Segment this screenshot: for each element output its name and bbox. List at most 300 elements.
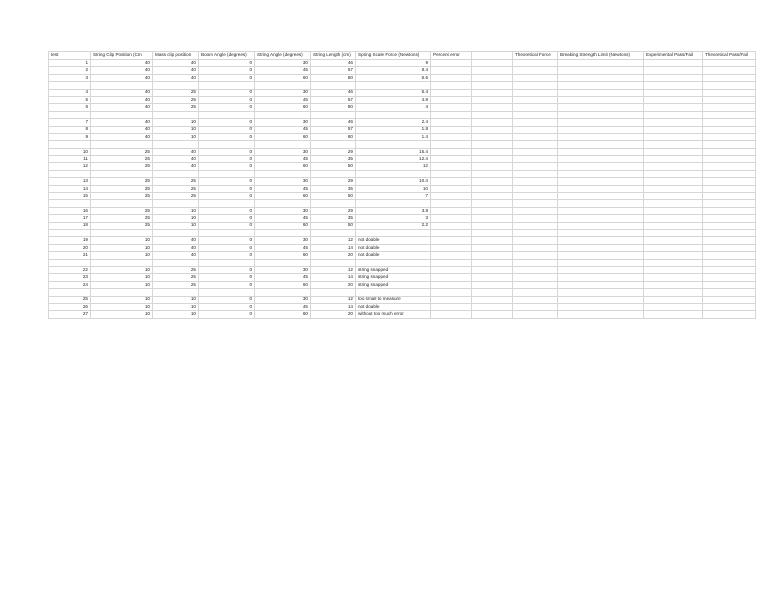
table-cell[interactable]: 25 [91, 215, 153, 222]
table-cell[interactable]: 0 [199, 156, 255, 163]
table-cell[interactable] [472, 222, 513, 229]
column-header[interactable]: Theoretical Pass/Fail [703, 52, 756, 60]
table-cell[interactable] [91, 82, 153, 89]
table-cell[interactable] [311, 141, 356, 148]
table-cell[interactable] [49, 229, 91, 236]
table-cell[interactable] [199, 289, 255, 296]
table-cell[interactable]: 60 [255, 104, 311, 111]
table-cell[interactable]: 25 [153, 193, 199, 200]
table-cell[interactable] [431, 89, 472, 96]
table-cell[interactable]: 14 [311, 303, 356, 310]
column-header[interactable]: Experimental Pass/Fail [644, 52, 703, 60]
table-cell[interactable]: 10 [91, 252, 153, 259]
table-cell[interactable] [644, 215, 703, 222]
table-cell[interactable] [558, 111, 644, 118]
table-cell[interactable]: 35 [311, 215, 356, 222]
table-cell[interactable] [431, 119, 472, 126]
table-cell[interactable] [472, 303, 513, 310]
table-cell[interactable] [49, 259, 91, 266]
column-header[interactable]: Spring Scale Force (Newtons) [356, 52, 431, 60]
table-cell[interactable]: 25 [91, 156, 153, 163]
table-cell[interactable] [91, 229, 153, 236]
table-cell[interactable] [356, 229, 431, 236]
table-cell[interactable] [558, 200, 644, 207]
table-cell[interactable]: 18 [49, 222, 91, 229]
table-cell[interactable] [703, 104, 756, 111]
table-cell[interactable]: 25 [91, 148, 153, 155]
table-cell[interactable]: 0 [199, 215, 255, 222]
table-cell[interactable] [703, 178, 756, 185]
table-cell[interactable] [644, 266, 703, 273]
table-cell[interactable] [703, 266, 756, 273]
table-cell[interactable] [199, 200, 255, 207]
table-cell[interactable]: 12.4 [356, 156, 431, 163]
table-cell[interactable] [91, 289, 153, 296]
table-cell[interactable] [91, 200, 153, 207]
table-cell[interactable] [644, 133, 703, 140]
table-cell[interactable]: 45 [255, 96, 311, 103]
table-cell[interactable] [472, 229, 513, 236]
table-cell[interactable] [644, 163, 703, 170]
table-cell[interactable]: 10 [91, 296, 153, 303]
table-cell[interactable]: 1 [49, 60, 91, 67]
table-cell[interactable] [431, 141, 472, 148]
table-cell[interactable]: 0 [199, 303, 255, 310]
table-cell[interactable] [644, 126, 703, 133]
table-cell[interactable]: 15.4 [356, 148, 431, 155]
table-cell[interactable]: 60 [255, 281, 311, 288]
table-cell[interactable]: 40 [153, 244, 199, 251]
table-cell[interactable]: 10 [91, 311, 153, 318]
table-cell[interactable] [431, 207, 472, 214]
table-cell[interactable]: 25 [153, 104, 199, 111]
table-cell[interactable]: 10 [356, 185, 431, 192]
table-cell[interactable] [472, 126, 513, 133]
table-cell[interactable] [91, 141, 153, 148]
table-cell[interactable] [558, 96, 644, 103]
table-cell[interactable] [644, 207, 703, 214]
table-cell[interactable]: 0 [199, 119, 255, 126]
table-cell[interactable]: string snapped [356, 274, 431, 281]
table-cell[interactable]: 50 [311, 163, 356, 170]
table-cell[interactable] [431, 67, 472, 74]
table-cell[interactable] [255, 200, 311, 207]
table-cell[interactable] [431, 82, 472, 89]
table-cell[interactable] [311, 259, 356, 266]
table-cell[interactable]: 50 [311, 222, 356, 229]
table-cell[interactable] [558, 163, 644, 170]
table-cell[interactable] [49, 170, 91, 177]
table-cell[interactable] [644, 200, 703, 207]
table-cell[interactable]: 35 [311, 185, 356, 192]
table-cell[interactable] [472, 156, 513, 163]
table-cell[interactable] [644, 156, 703, 163]
table-cell[interactable] [558, 170, 644, 177]
table-cell[interactable]: 25 [91, 193, 153, 200]
table-cell[interactable] [472, 170, 513, 177]
table-cell[interactable] [153, 259, 199, 266]
table-cell[interactable]: 40 [91, 60, 153, 67]
table-cell[interactable]: 45 [255, 67, 311, 74]
table-cell[interactable] [703, 200, 756, 207]
table-cell[interactable] [49, 141, 91, 148]
table-cell[interactable] [356, 82, 431, 89]
table-cell[interactable] [431, 215, 472, 222]
table-cell[interactable]: 10 [91, 266, 153, 273]
table-cell[interactable]: 40 [153, 237, 199, 244]
table-cell[interactable] [513, 200, 558, 207]
column-header[interactable]: Theoretical Force [513, 52, 558, 60]
table-cell[interactable]: 6.6 [356, 74, 431, 81]
table-cell[interactable] [703, 126, 756, 133]
table-cell[interactable]: 29 [311, 178, 356, 185]
table-cell[interactable] [431, 111, 472, 118]
table-cell[interactable] [513, 274, 558, 281]
table-cell[interactable]: 40 [91, 74, 153, 81]
table-cell[interactable]: 0 [199, 74, 255, 81]
table-cell[interactable] [431, 303, 472, 310]
table-cell[interactable] [91, 170, 153, 177]
table-cell[interactable] [644, 252, 703, 259]
table-cell[interactable]: 30 [255, 178, 311, 185]
table-cell[interactable] [513, 207, 558, 214]
table-cell[interactable]: 10 [153, 296, 199, 303]
table-cell[interactable] [513, 74, 558, 81]
table-cell[interactable]: 0 [199, 237, 255, 244]
table-cell[interactable] [431, 170, 472, 177]
table-cell[interactable] [513, 193, 558, 200]
table-cell[interactable] [644, 67, 703, 74]
table-cell[interactable] [644, 311, 703, 318]
table-cell[interactable] [153, 170, 199, 177]
table-cell[interactable] [91, 111, 153, 118]
table-cell[interactable] [644, 237, 703, 244]
table-cell[interactable]: 8.4 [356, 67, 431, 74]
table-cell[interactable] [644, 178, 703, 185]
table-cell[interactable] [472, 163, 513, 170]
table-cell[interactable] [513, 89, 558, 96]
table-cell[interactable] [472, 89, 513, 96]
table-cell[interactable] [199, 259, 255, 266]
table-cell[interactable]: 57 [311, 67, 356, 74]
table-cell[interactable] [644, 303, 703, 310]
table-cell[interactable]: 10 [91, 281, 153, 288]
table-cell[interactable]: 0 [199, 104, 255, 111]
table-cell[interactable] [431, 60, 472, 67]
table-cell[interactable] [703, 141, 756, 148]
table-cell[interactable]: 0 [199, 89, 255, 96]
table-cell[interactable] [513, 119, 558, 126]
table-cell[interactable] [644, 141, 703, 148]
table-cell[interactable] [558, 311, 644, 318]
table-cell[interactable] [703, 82, 756, 89]
table-cell[interactable]: 40 [91, 104, 153, 111]
table-cell[interactable] [513, 296, 558, 303]
column-header[interactable]: Boom Angle (degrees) [199, 52, 255, 60]
table-cell[interactable] [472, 185, 513, 192]
table-cell[interactable] [513, 126, 558, 133]
table-cell[interactable] [513, 104, 558, 111]
table-cell[interactable] [513, 281, 558, 288]
table-cell[interactable] [703, 296, 756, 303]
table-cell[interactable]: 30 [255, 60, 311, 67]
table-cell[interactable]: 40 [153, 252, 199, 259]
table-cell[interactable]: 10 [153, 222, 199, 229]
table-cell[interactable] [644, 259, 703, 266]
table-cell[interactable] [558, 252, 644, 259]
table-cell[interactable] [431, 274, 472, 281]
table-cell[interactable]: 10 [153, 207, 199, 214]
table-cell[interactable] [431, 74, 472, 81]
table-cell[interactable] [472, 74, 513, 81]
table-cell[interactable] [431, 252, 472, 259]
table-cell[interactable]: 6 [49, 104, 91, 111]
table-cell[interactable]: 10 [153, 133, 199, 140]
table-cell[interactable] [431, 163, 472, 170]
table-cell[interactable] [472, 96, 513, 103]
table-cell[interactable] [431, 229, 472, 236]
table-cell[interactable] [431, 200, 472, 207]
table-cell[interactable]: 3.8 [356, 207, 431, 214]
table-cell[interactable]: 30 [255, 89, 311, 96]
table-cell[interactable]: 30 [255, 207, 311, 214]
table-cell[interactable] [199, 141, 255, 148]
column-header[interactable]: String Angle (degrees) [255, 52, 311, 60]
table-cell[interactable] [199, 111, 255, 118]
table-cell[interactable]: 29 [311, 207, 356, 214]
table-cell[interactable] [431, 281, 472, 288]
table-cell[interactable]: 2 [49, 67, 91, 74]
table-cell[interactable] [49, 111, 91, 118]
table-cell[interactable] [49, 289, 91, 296]
table-cell[interactable]: 60 [255, 133, 311, 140]
table-cell[interactable] [558, 266, 644, 273]
table-cell[interactable]: 6.4 [356, 89, 431, 96]
table-cell[interactable]: 10 [49, 148, 91, 155]
table-cell[interactable] [513, 252, 558, 259]
table-cell[interactable] [703, 207, 756, 214]
table-cell[interactable] [356, 200, 431, 207]
table-cell[interactable]: 30 [255, 237, 311, 244]
table-cell[interactable]: 35 [311, 156, 356, 163]
table-cell[interactable] [558, 141, 644, 148]
column-header[interactable]: Breaking Strength Limit (Newtons) [558, 52, 644, 60]
table-cell[interactable]: 10 [91, 303, 153, 310]
table-cell[interactable] [255, 289, 311, 296]
table-cell[interactable] [431, 96, 472, 103]
table-cell[interactable] [558, 222, 644, 229]
table-cell[interactable] [703, 119, 756, 126]
table-cell[interactable] [558, 148, 644, 155]
table-cell[interactable]: 21 [49, 252, 91, 259]
table-cell[interactable]: 20 [311, 281, 356, 288]
table-cell[interactable]: 3 [356, 215, 431, 222]
table-cell[interactable]: 45 [255, 215, 311, 222]
table-cell[interactable] [513, 96, 558, 103]
column-header[interactable] [472, 52, 513, 60]
table-cell[interactable]: 80 [311, 133, 356, 140]
table-cell[interactable] [472, 311, 513, 318]
table-cell[interactable] [153, 229, 199, 236]
table-cell[interactable]: 40 [153, 156, 199, 163]
table-cell[interactable]: 26 [49, 303, 91, 310]
table-cell[interactable] [153, 289, 199, 296]
column-header[interactable]: Mass clip position [153, 52, 199, 60]
table-cell[interactable] [431, 126, 472, 133]
table-cell[interactable] [703, 289, 756, 296]
table-cell[interactable]: 0 [199, 281, 255, 288]
table-cell[interactable]: 20 [311, 311, 356, 318]
table-cell[interactable]: 22 [49, 266, 91, 273]
table-cell[interactable]: 12 [311, 237, 356, 244]
table-cell[interactable] [472, 141, 513, 148]
table-cell[interactable]: 12 [49, 163, 91, 170]
table-cell[interactable]: 25 [153, 185, 199, 192]
table-cell[interactable]: 0 [199, 252, 255, 259]
table-cell[interactable] [513, 156, 558, 163]
table-cell[interactable]: 25 [91, 207, 153, 214]
table-cell[interactable] [703, 89, 756, 96]
table-cell[interactable]: 45 [255, 126, 311, 133]
table-cell[interactable]: 15 [49, 193, 91, 200]
table-cell[interactable]: 60 [255, 193, 311, 200]
table-cell[interactable] [558, 133, 644, 140]
table-cell[interactable] [644, 274, 703, 281]
table-cell[interactable] [472, 237, 513, 244]
table-cell[interactable] [644, 89, 703, 96]
table-cell[interactable]: 10 [91, 237, 153, 244]
table-cell[interactable]: 9 [49, 133, 91, 140]
table-cell[interactable]: 16 [49, 207, 91, 214]
table-cell[interactable] [644, 185, 703, 192]
table-cell[interactable] [644, 111, 703, 118]
table-cell[interactable] [472, 119, 513, 126]
table-cell[interactable]: 25 [91, 163, 153, 170]
table-cell[interactable] [513, 289, 558, 296]
table-cell[interactable]: 1.4 [356, 133, 431, 140]
table-cell[interactable]: 50 [311, 193, 356, 200]
table-cell[interactable] [703, 163, 756, 170]
table-cell[interactable]: 46 [311, 60, 356, 67]
table-cell[interactable]: 1.8 [356, 126, 431, 133]
table-cell[interactable]: 0 [199, 133, 255, 140]
table-cell[interactable]: 12 [356, 163, 431, 170]
table-cell[interactable] [558, 274, 644, 281]
table-cell[interactable] [472, 296, 513, 303]
table-cell[interactable] [513, 266, 558, 273]
table-cell[interactable] [513, 170, 558, 177]
table-cell[interactable] [703, 244, 756, 251]
table-cell[interactable] [703, 60, 756, 67]
table-cell[interactable] [431, 156, 472, 163]
table-cell[interactable] [558, 207, 644, 214]
table-cell[interactable] [255, 170, 311, 177]
table-cell[interactable] [703, 222, 756, 229]
table-cell[interactable]: 10 [153, 126, 199, 133]
table-cell[interactable] [472, 148, 513, 155]
table-cell[interactable] [558, 215, 644, 222]
table-cell[interactable] [472, 289, 513, 296]
table-cell[interactable] [472, 111, 513, 118]
table-cell[interactable]: 25 [153, 281, 199, 288]
table-cell[interactable] [644, 119, 703, 126]
table-cell[interactable]: 10 [153, 119, 199, 126]
table-cell[interactable]: 0 [199, 163, 255, 170]
table-cell[interactable]: 40 [153, 60, 199, 67]
table-cell[interactable] [644, 222, 703, 229]
table-cell[interactable] [472, 104, 513, 111]
table-cell[interactable]: 60 [255, 222, 311, 229]
table-cell[interactable] [558, 281, 644, 288]
table-cell[interactable]: 0 [199, 207, 255, 214]
table-cell[interactable] [558, 82, 644, 89]
table-cell[interactable] [311, 170, 356, 177]
table-cell[interactable] [558, 67, 644, 74]
table-cell[interactable] [255, 259, 311, 266]
table-cell[interactable] [153, 111, 199, 118]
table-cell[interactable]: 46 [311, 119, 356, 126]
table-cell[interactable]: 0 [199, 60, 255, 67]
table-cell[interactable]: 40 [153, 74, 199, 81]
table-cell[interactable] [558, 74, 644, 81]
table-cell[interactable] [356, 289, 431, 296]
table-cell[interactable] [644, 60, 703, 67]
table-cell[interactable]: 4 [356, 104, 431, 111]
table-cell[interactable] [472, 281, 513, 288]
table-cell[interactable] [703, 133, 756, 140]
table-cell[interactable] [356, 259, 431, 266]
column-header[interactable]: String Length (cm) [311, 52, 356, 60]
table-cell[interactable] [703, 274, 756, 281]
table-cell[interactable] [558, 289, 644, 296]
table-cell[interactable] [703, 74, 756, 81]
column-header[interactable]: String Clip Position (Cm [91, 52, 153, 60]
table-cell[interactable]: 25 [153, 266, 199, 273]
table-cell[interactable]: 14 [311, 244, 356, 251]
table-cell[interactable] [513, 60, 558, 67]
table-cell[interactable]: 46 [311, 89, 356, 96]
table-cell[interactable] [703, 311, 756, 318]
table-cell[interactable]: not doable [356, 252, 431, 259]
table-cell[interactable] [558, 244, 644, 251]
table-cell[interactable] [513, 259, 558, 266]
table-cell[interactable]: 25 [153, 89, 199, 96]
table-cell[interactable]: 45 [255, 244, 311, 251]
table-cell[interactable]: string snapped [356, 266, 431, 273]
table-cell[interactable]: 19 [49, 237, 91, 244]
table-cell[interactable]: 10 [153, 311, 199, 318]
table-cell[interactable]: 40 [153, 67, 199, 74]
table-cell[interactable]: 40 [91, 96, 153, 103]
table-cell[interactable]: 0 [199, 178, 255, 185]
table-cell[interactable]: 25 [91, 222, 153, 229]
table-cell[interactable]: 12 [311, 296, 356, 303]
table-cell[interactable]: not doable [356, 244, 431, 251]
table-cell[interactable]: 11 [49, 156, 91, 163]
table-cell[interactable] [558, 89, 644, 96]
table-cell[interactable]: 30 [255, 119, 311, 126]
table-cell[interactable] [703, 170, 756, 177]
table-cell[interactable] [703, 148, 756, 155]
table-cell[interactable] [431, 104, 472, 111]
table-cell[interactable] [703, 156, 756, 163]
table-cell[interactable] [513, 303, 558, 310]
table-cell[interactable] [513, 67, 558, 74]
table-cell[interactable] [644, 244, 703, 251]
table-cell[interactable] [431, 311, 472, 318]
table-cell[interactable] [431, 289, 472, 296]
table-cell[interactable]: 14 [311, 274, 356, 281]
